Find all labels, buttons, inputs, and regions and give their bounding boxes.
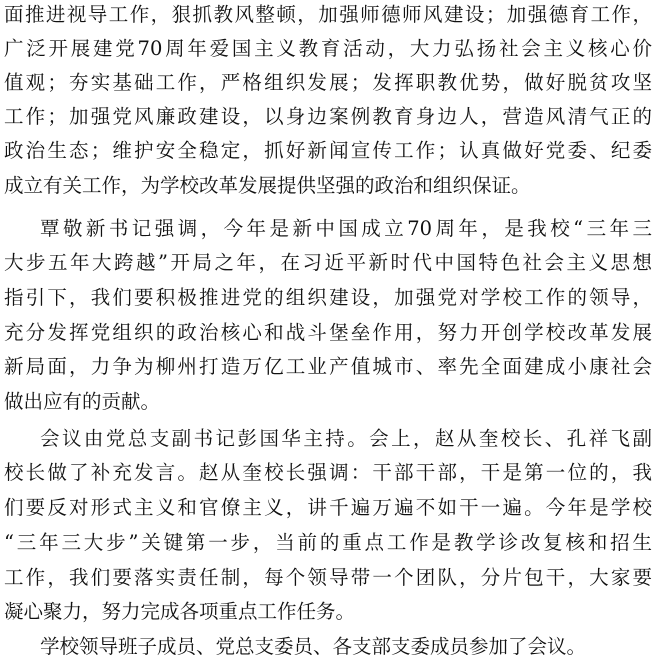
body-text-line: 面推进视导工作，狠抓教风整顿，加强师德师风建设；加强德育工作，	[4, 3, 652, 26]
body-text-line: “三年三大步”关键第一步，当前的重点工作是教学诊改复核和招生	[4, 531, 652, 554]
body-text-line: 校长做了补充发言。赵从奎校长强调：干部干部，干是第一位的，我	[4, 461, 652, 484]
body-text-line: 凝心聚力，努力完成各项重点工作任务。	[4, 600, 356, 623]
body-text-line: 大步五年大跨越”开局之年，在习近平新时代中国特色社会主义思想	[4, 251, 652, 274]
body-text-line: 充分发挥党组织的政治核心和战斗堡垒作用，努力开创学校改革发展	[4, 321, 652, 344]
body-text-line: 新局面，力争为柳州打造万亿工业产值城市、率先全面建成小康社会	[4, 355, 652, 378]
body-text-line: 广泛开展建党70周年爱国主义教育活动，大力弘扬社会主义核心价	[4, 37, 652, 60]
body-text-line: 覃敬新书记强调，今年是新中国成立70周年，是我校“三年三	[40, 217, 652, 240]
body-text-line: 工作，我们要落实责任制，每个领导带一个团队，分片包干，大家要	[4, 566, 652, 589]
body-text-line: 指引下，我们要积极推进党的组织建设，加强党对学校工作的领导，	[4, 286, 652, 309]
body-text-line: 工作；加强党风廉政建设，以身边案例教育身边人，营造风清气正的	[4, 105, 652, 128]
body-text-line: 成立有关工作，为学校改革发展提供坚强的政治和组织保证。	[4, 174, 531, 197]
body-text-line: 会议由党总支副书记彭国华主持。会上，赵从奎校长、孔祥飞副	[40, 427, 652, 450]
body-text-line: 做出应有的贡献。	[4, 390, 161, 413]
body-text-line: 值观；夯实基础工作，严格组织发展；发挥职教优势，做好脱贫攻坚	[4, 71, 652, 94]
body-text-line: 政治生态；维护安全稳定，抓好新闻宣传工作；认真做好党委、纪委	[4, 139, 652, 162]
body-text-line: 学校领导班子成员、党总支委员、各支部支委成员参加了会议。	[40, 635, 587, 658]
body-text-line: 们要反对形式主义和官僚主义，讲千遍万遍不如干一遍。今年是学校	[4, 496, 652, 519]
